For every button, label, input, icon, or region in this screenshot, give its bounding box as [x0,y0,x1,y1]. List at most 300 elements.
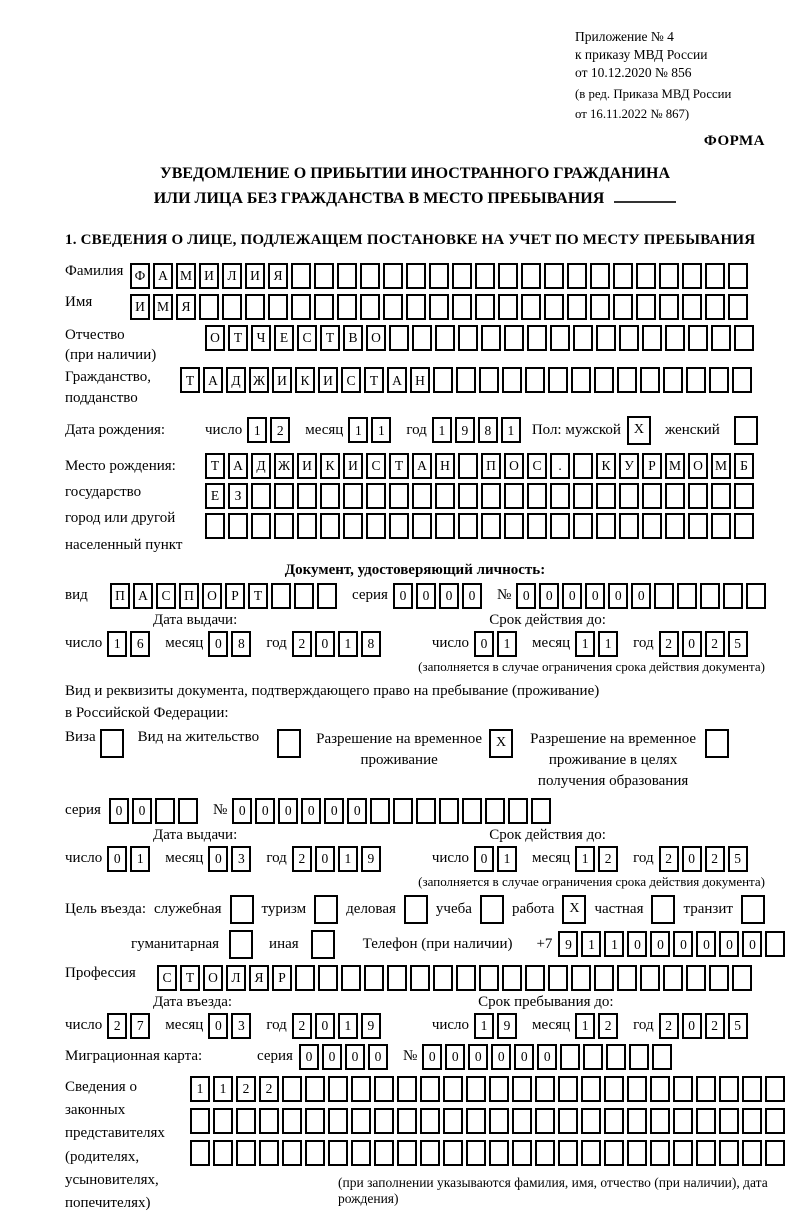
form-cell[interactable] [558,1108,578,1134]
form-cell[interactable] [723,583,743,609]
form-cell[interactable] [573,483,593,509]
form-cell[interactable] [439,798,459,824]
form-cell[interactable] [502,367,522,393]
form-cell[interactable]: 0 [208,846,228,872]
form-cell[interactable] [583,1044,603,1070]
form-cell[interactable] [642,513,662,539]
form-cell[interactable]: . [550,453,570,479]
form-cell[interactable] [443,1140,463,1166]
form-cell[interactable] [389,325,409,351]
form-cell[interactable]: 0 [232,798,252,824]
form-cell[interactable] [282,1140,302,1166]
form-cell[interactable] [688,513,708,539]
form-cell[interactable]: Т [205,453,225,479]
form-cell[interactable] [360,294,380,320]
form-cell[interactable] [489,1108,509,1134]
form-cell[interactable]: 6 [130,631,150,657]
form-cell[interactable]: С [157,965,177,991]
form-cell[interactable]: 0 [673,931,693,957]
form-cell[interactable]: Я [249,965,269,991]
form-cell[interactable]: 0 [315,1013,335,1039]
form-cell[interactable]: 9 [361,846,381,872]
form-cell[interactable]: 2 [705,631,725,657]
form-cell[interactable]: 0 [631,583,651,609]
form-cell[interactable]: Н [435,453,455,479]
form-cell[interactable]: 0 [682,1013,702,1039]
form-cell[interactable]: И [343,453,363,479]
form-cell[interactable] [317,583,337,609]
form-cell[interactable] [688,483,708,509]
form-cell[interactable] [155,798,175,824]
form-cell[interactable]: 0 [491,1044,511,1070]
form-cell[interactable] [567,263,587,289]
form-cell[interactable]: 2 [659,846,679,872]
form-cell[interactable] [617,965,637,991]
form-cell[interactable] [613,263,633,289]
form-cell[interactable]: 0 [650,931,670,957]
form-cell[interactable] [213,1108,233,1134]
purpose-commercial-checkbox[interactable] [404,895,428,924]
form-cell[interactable]: З [228,483,248,509]
form-cell[interactable]: 7 [130,1013,150,1039]
form-cell[interactable] [314,294,334,320]
form-cell[interactable] [294,583,314,609]
form-cell[interactable] [343,513,363,539]
form-cell[interactable] [456,367,476,393]
form-cell[interactable] [711,513,731,539]
form-cell[interactable] [504,513,524,539]
form-cell[interactable] [734,483,754,509]
form-cell[interactable] [412,325,432,351]
form-cell[interactable] [389,483,409,509]
form-cell[interactable]: 9 [361,1013,381,1039]
form-cell[interactable] [535,1108,555,1134]
form-cell[interactable] [416,798,436,824]
form-cell[interactable]: 0 [516,583,536,609]
form-cell[interactable] [606,1044,626,1070]
form-cell[interactable]: 3 [231,1013,251,1039]
form-cell[interactable] [429,294,449,320]
form-cell[interactable] [502,965,522,991]
form-cell[interactable] [673,1076,693,1102]
form-cell[interactable] [665,325,685,351]
form-cell[interactable] [590,263,610,289]
form-cell[interactable]: 0 [324,798,344,824]
form-cell[interactable] [498,263,518,289]
form-cell[interactable] [337,294,357,320]
form-cell[interactable]: 0 [315,631,335,657]
form-cell[interactable]: Я [176,294,196,320]
form-cell[interactable] [213,1140,233,1166]
form-cell[interactable]: 0 [315,846,335,872]
purpose-transit-checkbox[interactable] [741,895,765,924]
form-cell[interactable]: А [412,453,432,479]
form-cell[interactable]: 2 [598,846,618,872]
form-cell[interactable] [527,483,547,509]
form-cell[interactable] [663,367,683,393]
form-cell[interactable] [719,1108,739,1134]
form-cell[interactable]: 0 [696,931,716,957]
form-cell[interactable]: Д [226,367,246,393]
form-cell[interactable] [719,1140,739,1166]
form-cell[interactable] [406,294,426,320]
form-cell[interactable] [481,483,501,509]
form-cell[interactable]: П [481,453,501,479]
form-cell[interactable]: 9 [558,931,578,957]
form-cell[interactable] [397,1076,417,1102]
form-cell[interactable] [696,1140,716,1166]
form-cell[interactable]: А [133,583,153,609]
form-cell[interactable]: 2 [292,631,312,657]
form-cell[interactable] [337,263,357,289]
form-cell[interactable] [629,1044,649,1070]
form-cell[interactable]: Ж [274,453,294,479]
form-cell[interactable]: 0 [682,631,702,657]
form-cell[interactable]: 0 [474,846,494,872]
form-cell[interactable] [544,263,564,289]
form-cell[interactable] [663,965,683,991]
form-cell[interactable] [535,1140,555,1166]
form-cell[interactable]: 0 [107,846,127,872]
form-cell[interactable] [297,483,317,509]
form-cell[interactable] [705,263,725,289]
form-cell[interactable] [512,1140,532,1166]
form-cell[interactable] [320,483,340,509]
form-cell[interactable] [374,1140,394,1166]
form-cell[interactable] [370,798,390,824]
form-cell[interactable] [433,965,453,991]
form-cell[interactable]: 1 [107,631,127,657]
form-cell[interactable] [328,1076,348,1102]
form-cell[interactable] [485,798,505,824]
form-cell[interactable]: Т [364,367,384,393]
form-cell[interactable]: 5 [728,631,748,657]
form-cell[interactable] [711,483,731,509]
form-cell[interactable] [456,965,476,991]
form-cell[interactable] [548,367,568,393]
form-cell[interactable] [397,1140,417,1166]
form-cell[interactable] [410,965,430,991]
form-cell[interactable] [452,263,472,289]
form-cell[interactable] [682,294,702,320]
form-cell[interactable]: К [295,367,315,393]
form-cell[interactable] [420,1076,440,1102]
form-cell[interactable] [512,1108,532,1134]
form-cell[interactable] [374,1076,394,1102]
form-cell[interactable] [178,798,198,824]
form-cell[interactable]: 2 [292,846,312,872]
form-cell[interactable]: С [297,325,317,351]
form-cell[interactable] [314,263,334,289]
form-cell[interactable] [458,453,478,479]
form-cell[interactable] [397,1108,417,1134]
form-cell[interactable]: 9 [455,417,475,443]
form-cell[interactable] [567,294,587,320]
form-cell[interactable] [420,1108,440,1134]
form-cell[interactable] [558,1076,578,1102]
form-cell[interactable]: 2 [292,1013,312,1039]
form-cell[interactable]: Р [272,965,292,991]
form-cell[interactable] [573,453,593,479]
form-cell[interactable] [527,513,547,539]
form-cell[interactable]: О [688,453,708,479]
form-cell[interactable] [297,513,317,539]
form-cell[interactable] [544,294,564,320]
form-cell[interactable]: И [297,453,317,479]
form-cell[interactable] [508,798,528,824]
form-cell[interactable] [573,513,593,539]
form-cell[interactable]: 1 [497,846,517,872]
form-cell[interactable]: 1 [247,417,267,443]
form-cell[interactable]: И [318,367,338,393]
form-cell[interactable] [282,1076,302,1102]
form-cell[interactable]: 2 [659,1013,679,1039]
form-cell[interactable]: С [527,453,547,479]
form-cell[interactable] [688,325,708,351]
form-cell[interactable] [732,367,752,393]
form-cell[interactable] [245,294,265,320]
form-cell[interactable] [686,965,706,991]
form-cell[interactable] [268,294,288,320]
form-cell[interactable] [412,483,432,509]
form-cell[interactable]: О [366,325,386,351]
form-cell[interactable]: 0 [422,1044,442,1070]
form-cell[interactable] [619,513,639,539]
form-cell[interactable]: 3 [231,846,251,872]
form-cell[interactable] [686,367,706,393]
form-cell[interactable] [328,1108,348,1134]
form-cell[interactable] [535,1076,555,1102]
form-cell[interactable]: У [619,453,639,479]
form-cell[interactable]: 1 [575,631,595,657]
form-cell[interactable] [512,1076,532,1102]
form-cell[interactable] [581,1076,601,1102]
form-cell[interactable]: 0 [462,583,482,609]
form-cell[interactable]: 0 [132,798,152,824]
temp-residence-checkbox[interactable]: X [489,729,513,758]
purpose-tourism-checkbox[interactable] [314,895,338,924]
form-cell[interactable] [271,583,291,609]
form-cell[interactable]: 0 [109,798,129,824]
form-cell[interactable] [458,513,478,539]
form-cell[interactable]: 0 [345,1044,365,1070]
form-cell[interactable]: К [596,453,616,479]
form-cell[interactable]: 1 [581,931,601,957]
form-cell[interactable] [291,294,311,320]
form-cell[interactable] [642,483,662,509]
form-cell[interactable] [521,263,541,289]
form-cell[interactable]: О [205,325,225,351]
form-cell[interactable] [652,1044,672,1070]
form-cell[interactable] [705,294,725,320]
form-cell[interactable] [594,367,614,393]
form-cell[interactable] [711,325,731,351]
form-cell[interactable]: П [179,583,199,609]
form-cell[interactable] [527,325,547,351]
form-cell[interactable]: О [504,453,524,479]
form-cell[interactable]: Т [180,367,200,393]
purpose-study-checkbox[interactable] [480,895,504,924]
form-cell[interactable]: 0 [608,583,628,609]
form-cell[interactable]: 2 [705,1013,725,1039]
form-cell[interactable] [636,263,656,289]
form-cell[interactable]: 0 [439,583,459,609]
form-cell[interactable]: М [711,453,731,479]
form-cell[interactable] [205,513,225,539]
form-cell[interactable]: Ч [251,325,271,351]
visa-checkbox[interactable] [100,729,124,758]
form-cell[interactable]: Т [389,453,409,479]
form-cell[interactable]: 0 [255,798,275,824]
form-cell[interactable] [475,294,495,320]
form-cell[interactable]: 0 [278,798,298,824]
form-cell[interactable] [696,1076,716,1102]
form-cell[interactable] [504,483,524,509]
form-cell[interactable] [627,1076,647,1102]
form-cell[interactable]: М [176,263,196,289]
form-cell[interactable] [548,965,568,991]
form-cell[interactable]: Е [274,325,294,351]
form-cell[interactable] [558,1140,578,1166]
form-cell[interactable]: С [156,583,176,609]
form-cell[interactable] [765,1140,785,1166]
form-cell[interactable] [531,798,551,824]
form-cell[interactable]: М [153,294,173,320]
form-cell[interactable]: 1 [575,846,595,872]
form-cell[interactable]: 2 [598,1013,618,1039]
form-cell[interactable]: 0 [627,931,647,957]
form-cell[interactable]: К [320,453,340,479]
form-cell[interactable] [274,483,294,509]
form-cell[interactable] [364,965,384,991]
form-cell[interactable]: 1 [190,1076,210,1102]
form-cell[interactable] [341,965,361,991]
form-cell[interactable]: 0 [299,1044,319,1070]
form-cell[interactable]: Т [320,325,340,351]
form-cell[interactable] [734,513,754,539]
form-cell[interactable] [318,965,338,991]
form-cell[interactable]: Т [228,325,248,351]
form-cell[interactable] [374,1108,394,1134]
form-cell[interactable]: Д [251,453,271,479]
form-cell[interactable] [366,483,386,509]
form-cell[interactable] [617,367,637,393]
form-cell[interactable]: Е [205,483,225,509]
form-cell[interactable]: А [153,263,173,289]
form-cell[interactable] [433,367,453,393]
form-cell[interactable] [550,513,570,539]
form-cell[interactable] [765,1076,785,1102]
purpose-business-checkbox[interactable] [230,895,254,924]
form-cell[interactable] [479,965,499,991]
form-cell[interactable] [412,513,432,539]
temp-residence-education-checkbox[interactable] [705,729,729,758]
form-cell[interactable]: Ж [249,367,269,393]
form-cell[interactable] [619,483,639,509]
form-cell[interactable]: И [130,294,150,320]
form-cell[interactable] [366,513,386,539]
form-cell[interactable] [295,965,315,991]
form-cell[interactable] [525,367,545,393]
form-cell[interactable]: 8 [478,417,498,443]
form-cell[interactable]: 8 [231,631,251,657]
form-cell[interactable]: Л [222,263,242,289]
form-cell[interactable]: 1 [474,1013,494,1039]
form-cell[interactable] [228,513,248,539]
form-cell[interactable]: 2 [659,631,679,657]
form-cell[interactable] [305,1108,325,1134]
form-cell[interactable]: 2 [236,1076,256,1102]
form-cell[interactable] [236,1108,256,1134]
form-cell[interactable]: Р [225,583,245,609]
form-cell[interactable]: 2 [705,846,725,872]
form-cell[interactable] [521,294,541,320]
form-cell[interactable] [650,1108,670,1134]
form-cell[interactable]: 0 [368,1044,388,1070]
form-cell[interactable] [673,1108,693,1134]
form-cell[interactable] [640,367,660,393]
form-cell[interactable]: 0 [539,583,559,609]
form-cell[interactable]: 9 [497,1013,517,1039]
form-cell[interactable]: Я [268,263,288,289]
form-cell[interactable] [604,1140,624,1166]
form-cell[interactable] [443,1076,463,1102]
form-cell[interactable] [604,1108,624,1134]
form-cell[interactable]: 0 [416,583,436,609]
form-cell[interactable] [389,513,409,539]
form-cell[interactable] [673,1140,693,1166]
form-cell[interactable] [560,1044,580,1070]
form-cell[interactable]: 5 [728,846,748,872]
form-cell[interactable] [328,1140,348,1166]
form-cell[interactable]: 0 [474,631,494,657]
form-cell[interactable] [458,483,478,509]
form-cell[interactable]: 0 [347,798,367,824]
form-cell[interactable] [489,1076,509,1102]
form-cell[interactable]: 1 [432,417,452,443]
purpose-humanitarian-checkbox[interactable] [229,930,253,959]
form-cell[interactable] [481,513,501,539]
form-cell[interactable] [636,294,656,320]
form-cell[interactable]: 1 [338,1013,358,1039]
form-cell[interactable] [709,367,729,393]
form-cell[interactable] [650,1140,670,1166]
form-cell[interactable]: Л [226,965,246,991]
form-cell[interactable] [640,965,660,991]
form-cell[interactable] [571,367,591,393]
form-cell[interactable] [320,513,340,539]
form-cell[interactable] [659,294,679,320]
form-cell[interactable] [550,483,570,509]
form-cell[interactable] [479,367,499,393]
form-cell[interactable] [504,325,524,351]
form-cell[interactable] [665,513,685,539]
form-cell[interactable] [475,263,495,289]
form-cell[interactable] [596,483,616,509]
form-cell[interactable] [429,263,449,289]
form-cell[interactable] [550,325,570,351]
form-cell[interactable] [594,965,614,991]
form-cell[interactable] [696,1108,716,1134]
form-cell[interactable]: 1 [598,631,618,657]
form-cell[interactable]: В [343,325,363,351]
form-cell[interactable]: 0 [208,631,228,657]
form-cell[interactable]: Ф [130,263,150,289]
form-cell[interactable] [406,263,426,289]
form-cell[interactable] [581,1140,601,1166]
form-cell[interactable]: 0 [585,583,605,609]
form-cell[interactable]: 1 [348,417,368,443]
